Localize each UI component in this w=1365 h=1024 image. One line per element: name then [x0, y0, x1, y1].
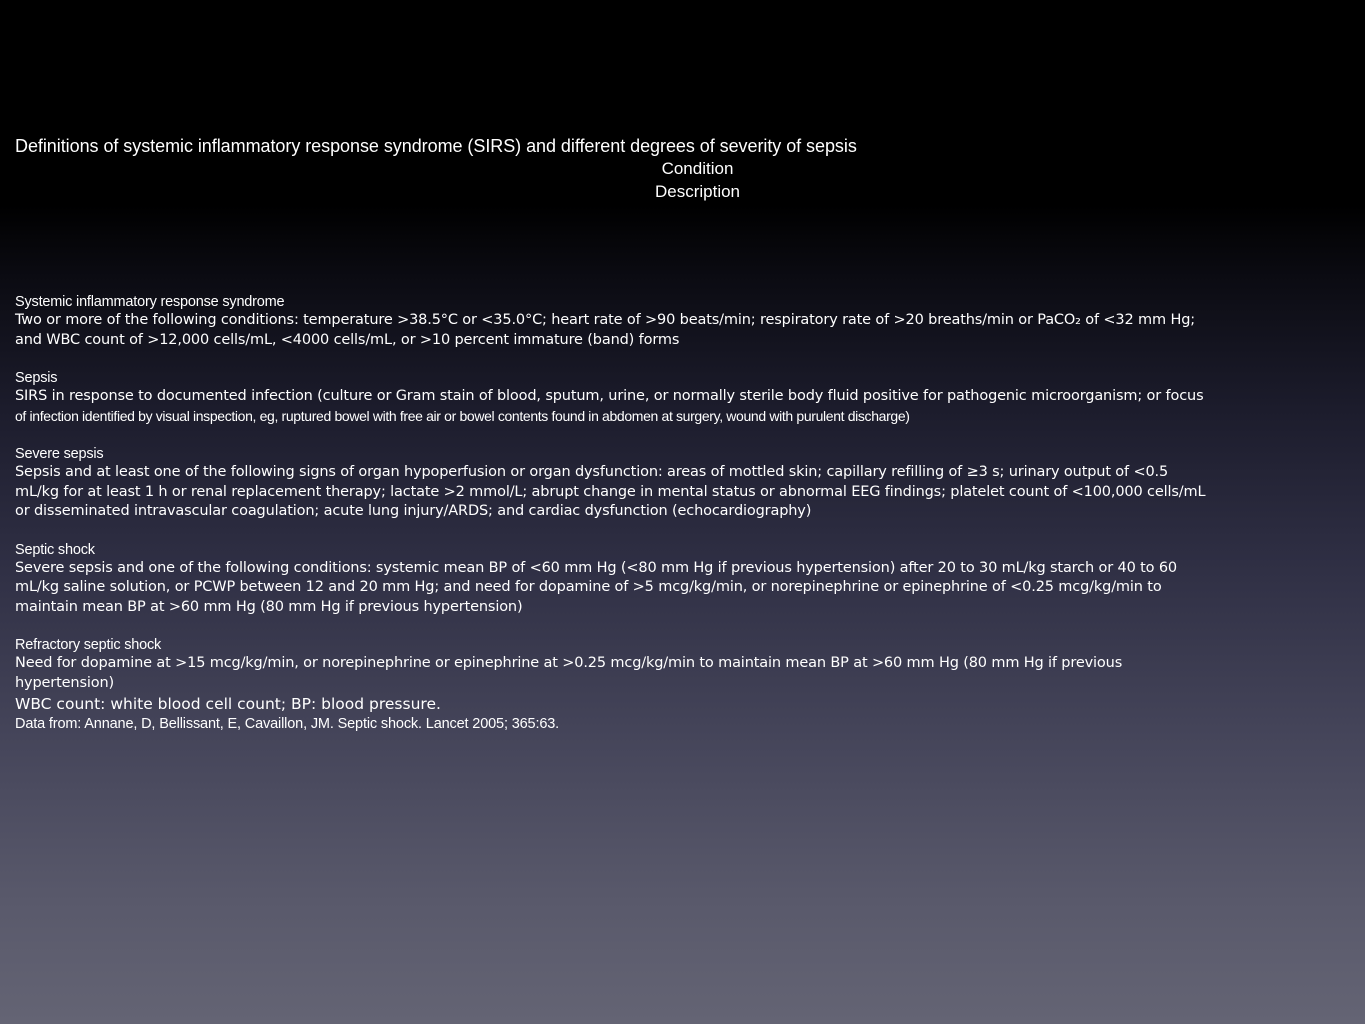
description-line: mL/kg saline solution, or PCWP between 12 and 20 mm Hg; and need for dopamine of >5 mcg/kg/min, or norepinephrine or epinephrine of <0.25 mcg/kg/min to: [15, 579, 1162, 595]
condition-label: Severe sepsis: [15, 446, 104, 462]
description-line: mL/kg for at least 1 h or renal replacement therapy; lactate >2 mmol/L; abrupt change in mental status or abnormal EEG findings; platelet count of <100,000 cells/mL: [15, 483, 1206, 500]
table-row-refractory-septic-shock: [15, 636, 1365, 734]
data-source-citation: Data from: Annane, D, Bellissant, E, Cavaillon, JM. Septic shock. Lancet 2005; 365:63.: [15, 716, 560, 732]
table-row-sepsis: [15, 369, 1365, 426]
condition-description: [15, 463, 1365, 522]
definitions-table: [15, 293, 1365, 734]
description-line: of infection identified by visual inspection, eg, ruptured bowel with free air or bowel contents found in abdomen at surgery, wound with purulent discharge): [15, 407, 910, 424]
table-row-septic-shock: [15, 541, 1365, 618]
description-line: Severe sepsis and one of the following conditions: systemic mean BP of <60 mm Hg (<80 mm Hg if previous hypertension) after 20 to 30 mL/kg starch or 40 to 60: [15, 559, 1177, 576]
description-line: Two or more of the following conditions: temperature >38.5°C or <35.0°C; heart rate of >90 beats/min; respiratory rate of >20 breaths/min or PaCO₂ of <32 mm Hg;: [15, 312, 1195, 328]
description-line: or disseminated intravascular coagulation; acute lung injury/ARDS; and cardiac dysfunction (echocardiography): [15, 503, 812, 519]
condition-description: [15, 654, 1365, 693]
description-line: hypertension): [15, 674, 115, 691]
description-line: maintain mean BP at >60 mm Hg (80 mm Hg if previous hypertension): [15, 598, 523, 615]
condition-label: Refractory septic shock: [15, 637, 162, 653]
description-line: Need for dopamine at >15 mcg/kg/min, or norepinephrine or epinephrine at >0.25 mcg/kg/min to maintain mean BP at >60 mm Hg (80 mm Hg if previous: [15, 655, 1123, 671]
description-line: SIRS in response to documented infection (culture or Gram stain of blood, sputum, urine, or normally sterile body fluid positive for pathogenic microorganism; or focus: [15, 388, 1204, 404]
table-row-sirs: [15, 293, 1365, 350]
column-header-description: Description: [654, 182, 741, 201]
description-line: and WBC count of >12,000 cells/mL, <4000 cells/mL, or >10 percent immature (band) forms: [15, 331, 680, 348]
abbreviations-footnote: WBC count: white blood cell count; BP: blood pressure.: [15, 695, 441, 713]
description-line: Sepsis and at least one of the following signs of organ hypoperfusion or organ dysfunction: areas of mottled skin; capillary refilling of ≥3 s; urinary output of <0.5: [15, 464, 1169, 480]
condition-label: Septic shock: [15, 541, 95, 558]
condition-description: [15, 387, 1365, 426]
table-row-severe-sepsis: [15, 445, 1365, 522]
condition-description: [15, 311, 1365, 350]
slide-title: Definitions of systemic inflammatory response syndrome (SIRS) and different degrees of severity of sepsis: [15, 136, 857, 156]
condition-label: Systemic inflammatory response syndrome: [15, 294, 285, 310]
condition-label: Sepsis: [15, 370, 58, 386]
condition-description: [15, 559, 1365, 618]
column-header-condition: Condition: [661, 159, 734, 178]
